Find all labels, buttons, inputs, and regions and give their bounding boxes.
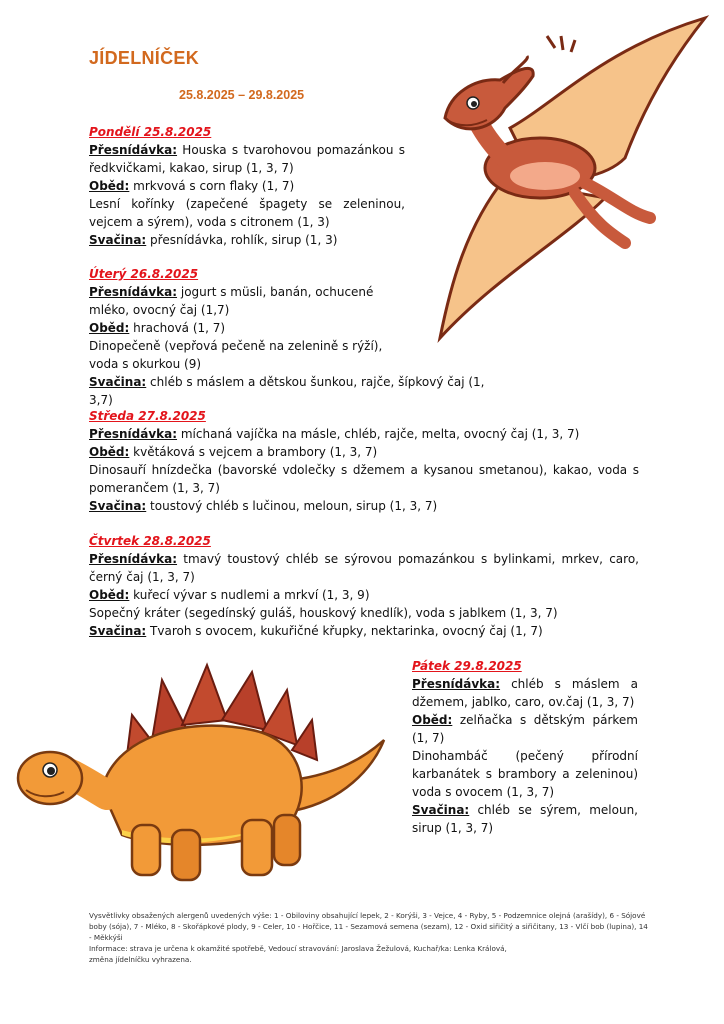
allergen-legend: Vysvětlivky obsažených alergenů uvedených výše: 1 - Obiloviny obsahující lepek, 2 - Korýši, 3 - Vejce, 4 - Ryby, 5 - Podzemnice olejná (arašídy), 6 - Sójové boby (sója), 7 - Mléko, 8 - Skořápkové plody, 9 - Celer, 10 - Hořčice, 11 - Sezamová semena (sezam), 12 - Oxid siřičitý a siřičitany, 13 - Vlčí bob (lupina), 14 - Měkkýši bbox=[89, 911, 648, 942]
day-title: Pátek 29.8.2025 bbox=[412, 659, 522, 673]
lunch-text: hrachová (1, 7) bbox=[129, 321, 226, 335]
day-friday bbox=[412, 657, 638, 837]
snack-text: chléb s máslem a dětskou šunkou, rajče, šípkový čaj (1, 3,7) bbox=[89, 375, 485, 407]
breakfast-label: Přesnídávka: bbox=[89, 143, 178, 157]
date-range: 25.8.2025 – 29.8.2025 bbox=[179, 88, 305, 102]
snack-text: toustový chléb s lučinou, meloun, sirup (1, 3, 7) bbox=[146, 499, 438, 513]
snack-label: Svačina: bbox=[89, 624, 147, 638]
main-dish-text: Dinosauří hnízdečka (bavorské vdolečky s džemem a kysanou smetanou), kakao, voda s pomerančem (1, 3, 7) bbox=[89, 463, 639, 495]
breakfast-label: Přesnídávka: bbox=[412, 677, 501, 691]
day-title: Čtvrtek 28.8.2025 bbox=[89, 534, 211, 548]
snack-label: Svačina: bbox=[89, 499, 147, 513]
lunch-label: Oběd: bbox=[89, 179, 130, 193]
breakfast-label: Přesnídávka: bbox=[89, 552, 178, 566]
main-dish-text: Dinohambáč (pečený přírodní karbanátek s brambory a zeleninou) voda s ovocem (1, 3, 7) bbox=[412, 749, 638, 799]
day-monday bbox=[89, 123, 405, 249]
breakfast-text: chléb s máslem a džemem, jablko, caro, ov.čaj (1, 3, 7) bbox=[412, 677, 638, 709]
page-title: JÍDELNÍČEK bbox=[89, 48, 200, 68]
snack-label: Svačina: bbox=[89, 375, 147, 389]
snack-text: přesnídávka, rohlík, sirup (1, 3) bbox=[146, 233, 338, 247]
snack-text: chléb se sýrem, meloun, sirup (1, 3, 7) bbox=[412, 803, 638, 835]
lunch-text: květáková s vejcem a brambory (1, 3, 7) bbox=[129, 445, 378, 459]
day-wednesday bbox=[89, 407, 639, 515]
lunch-text: kuřecí vývar s nudlemi a mrkví (1, 3, 9) bbox=[129, 588, 370, 602]
stegosaurus-illustration bbox=[12, 660, 392, 900]
snack-label: Svačina: bbox=[412, 803, 470, 817]
lunch-label: Oběd: bbox=[89, 445, 130, 459]
day-title: Středa 27.8.2025 bbox=[89, 409, 206, 423]
breakfast-text: míchaná vajíčka na másle, chléb, rajče, melta, ovocný čaj (1, 3, 7) bbox=[177, 427, 580, 441]
lunch-label: Oběd: bbox=[89, 321, 130, 335]
main-dish-text: Sopečný kráter (segedínský guláš, houskový knedlík), voda s jablkem (1, 3, 7) bbox=[89, 606, 558, 620]
info-text: Informace: strava je určena k okamžité spotřebě, Vedoucí stravování: Jaroslava Žežulová, Kuchař/ka: Lenka Králová, bbox=[89, 944, 507, 953]
main-dish-text: Lesní kořínky (zapečené špagety se zeleninou, vejcem a sýrem), voda s citronem (1, 3) bbox=[89, 197, 405, 229]
snack-text: Tvaroh s ovocem, kukuřičné křupky, nektarinka, ovocný čaj (1, 7) bbox=[146, 624, 543, 638]
breakfast-text: jogurt s müsli, banán, ochucené mléko, ovocný čaj (1,7) bbox=[89, 285, 374, 317]
lunch-label: Oběd: bbox=[412, 713, 453, 727]
breakfast-text: Houska s tvarohovou pomazánkou s ředkvičkami, kakao, sirup (1, 3, 7) bbox=[89, 143, 405, 175]
main-dish-text: Dinopečeně (vepřová pečeně na zelenině s rýží), voda s okurkou (9) bbox=[89, 339, 383, 371]
day-title: Pondělí 25.8.2025 bbox=[89, 125, 212, 139]
lunch-label: Oběd: bbox=[89, 588, 130, 602]
breakfast-text: tmavý toustový chléb se sýrovou pomazánkou s bylinkami, mrkev, caro, černý čaj (1, 3, 7) bbox=[89, 552, 639, 584]
snack-label: Svačina: bbox=[89, 233, 147, 247]
lunch-text: mrkvová s corn flaky (1, 7) bbox=[129, 179, 295, 193]
day-title: Úterý 26.8.2025 bbox=[89, 267, 199, 281]
day-tuesday bbox=[89, 265, 499, 409]
breakfast-label: Přesnídávka: bbox=[89, 427, 178, 441]
day-thursday bbox=[89, 532, 639, 640]
footnote bbox=[89, 910, 649, 965]
lunch-text: zelňačka s dětským párkem (1, 7) bbox=[412, 713, 638, 745]
breakfast-label: Přesnídávka: bbox=[89, 285, 178, 299]
change-notice: změna jídelníčku vyhrazena. bbox=[89, 955, 192, 964]
